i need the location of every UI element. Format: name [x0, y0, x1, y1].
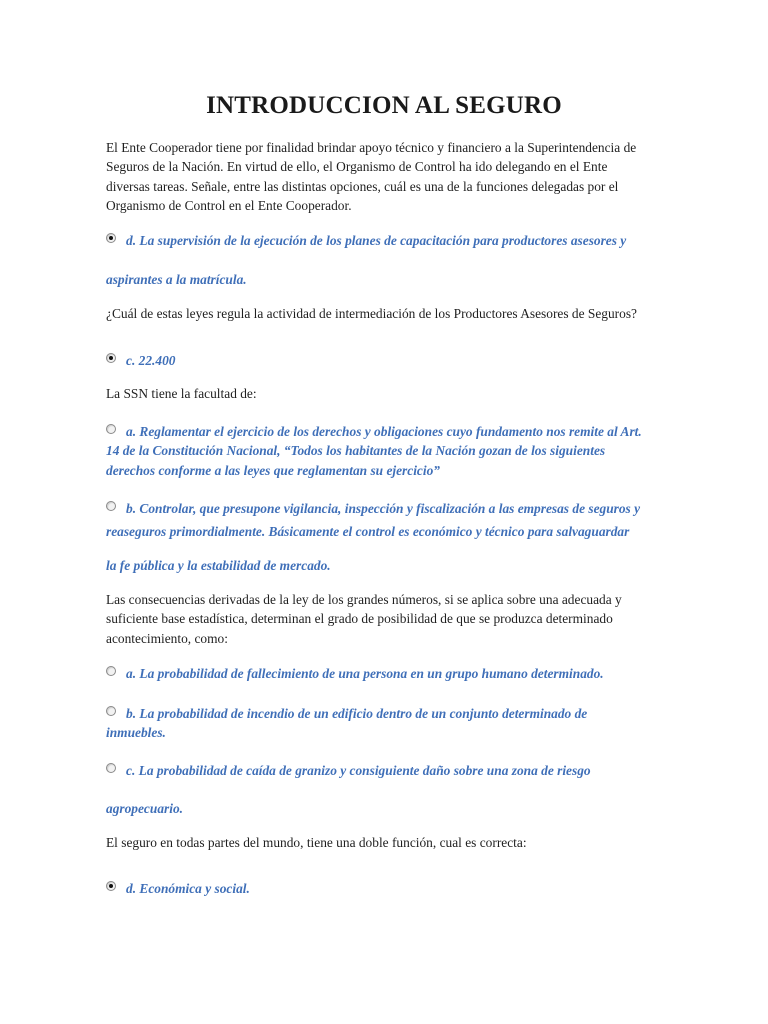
- question-4-text: Las consecuencias derivadas de la ley de los grandes números, si se aplica sobre una adecuada y suficiente base estadística, determinan el grado de posibilidad de que se produzca determinado acontecimiento, como:: [106, 592, 622, 646]
- question-3-text: La SSN tiene la facultad de:: [106, 386, 257, 401]
- question-4-option-a[interactable]: [106, 665, 666, 683]
- question-4-option-c-label: c. La probabilidad de caída de granizo y consiguiente daño sobre una zona de riesgo: [126, 763, 591, 778]
- radio-unchecked-icon[interactable]: [106, 763, 116, 773]
- page-title: INTRODUCCION AL SEGURO: [206, 92, 562, 119]
- radio-checked-icon[interactable]: [106, 233, 116, 243]
- question-4-option-b[interactable]: [106, 704, 616, 742]
- question-1-option-d-label: d. La supervisión de la ejecución de los planes de capacitación para productores asesores y: [126, 233, 627, 248]
- question-1-option-d[interactable]: [106, 232, 666, 250]
- question-4-option-a-label: a. La probabilidad de fallecimiento de una persona en un grupo humano determinado.: [126, 666, 604, 681]
- question-4-option-c-continuation: agropecuario.: [106, 801, 183, 816]
- question-2-option-c-label: c. 22.400: [126, 353, 176, 368]
- radio-unchecked-icon[interactable]: [106, 706, 116, 716]
- radio-unchecked-icon[interactable]: [106, 666, 116, 676]
- question-2-text: ¿Cuál de estas leyes regula la actividad de intermediación de los Productores Asesores de Seguros?: [106, 306, 637, 321]
- radio-checked-icon[interactable]: [106, 881, 116, 891]
- question-3-option-b[interactable]: [106, 497, 658, 543]
- question-4-option-b-label: b. La probabilidad de incendio de un edificio dentro de un conjunto determinado de inmuebles.: [106, 706, 588, 740]
- question-5-text: El seguro en todas partes del mundo, tiene una doble función, cual es correcta:: [106, 835, 527, 850]
- question-5-option-d[interactable]: [106, 880, 666, 898]
- question-4-option-c[interactable]: [106, 762, 666, 780]
- question-1-option-d-continuation: aspirantes a la matrícula.: [106, 272, 247, 287]
- question-1-text: El Ente Cooperador tiene por finalidad brindar apoyo técnico y financiero a la Superintendencia de Seguros de la Nación. En virtud de ello, el Organismo de Control ha ido delegando en el Ente diversas tareas. Señale, entre las distintas opciones, cuál es una de la funciones delegadas por el Organismo de Control en el Ente Cooperador.: [106, 140, 637, 213]
- question-3-option-b-continuation: la fe pública y la estabilidad de mercado.: [106, 558, 331, 573]
- question-2-option-c[interactable]: [106, 352, 666, 370]
- question-3-option-a-label: a. Reglamentar el ejercicio de los derechos y obligaciones cuyo fundamento nos remite al Art. 14 de la Constitución Nacional, “Todos los habitantes de la Nación gozan de los siguientes derechos conforme a las leyes que reglamentan su ejercicio”: [106, 424, 642, 478]
- radio-unchecked-icon[interactable]: [106, 501, 116, 511]
- question-5-option-d-label: d. Económica y social.: [126, 881, 250, 896]
- question-3-option-b-label: b. Controlar, que presupone vigilancia, inspección y fiscalización a las empresas de seguros y reaseguros primordialmente. Básicamente el control es económico y técnico para salvaguardar: [106, 501, 641, 539]
- question-3-option-a[interactable]: [106, 422, 654, 480]
- radio-unchecked-icon[interactable]: [106, 424, 116, 434]
- radio-checked-icon[interactable]: [106, 353, 116, 363]
